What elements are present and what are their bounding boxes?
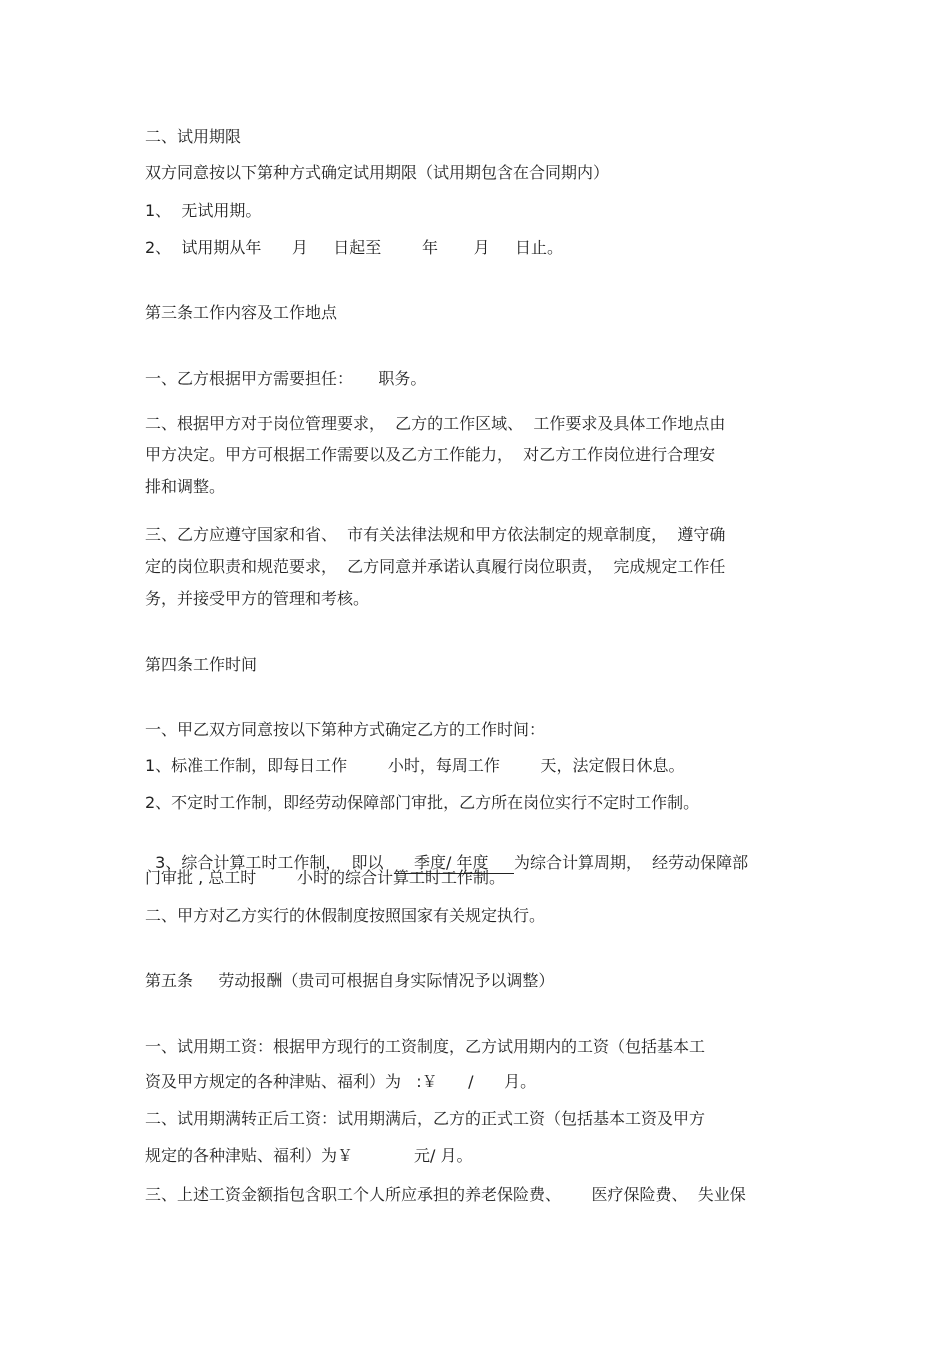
- paragraph: 资及甲方规定的各种津贴、福利）为 :￥ / 月。: [145, 1072, 537, 1091]
- list-item: 1、标准工作制，即每日工作 小时，每周工作 天，法定假日休息。: [145, 756, 685, 775]
- paragraph: 甲方决定。甲方可根据工作需要以及乙方工作能力， 对乙方工作岗位进行合理安: [145, 445, 716, 464]
- paragraph: 二、根据甲方对于岗位管理要求， 乙方的工作区域、 工作要求及具体工作地点由: [145, 414, 726, 433]
- text-segment: 为综合计算周期， 经劳动保障部: [513, 853, 749, 872]
- section-heading-probation: 二、试用期限: [145, 127, 242, 146]
- list-item: 1、 无试用期。: [145, 201, 262, 220]
- article-heading-4: 第四条工作时间: [145, 655, 258, 674]
- paragraph: 三、上述工资金额指包含职工个人所应承担的养老保险费、 医疗保险费、 失业保: [145, 1185, 746, 1204]
- paragraph: 一、甲乙双方同意按以下第种方式确定乙方的工作时间：: [145, 720, 546, 739]
- list-item: 2、 试用期从年 月 日起至 年 月 日止。: [145, 238, 564, 257]
- paragraph: 一、试用期工资：根据甲方现行的工资制度，乙方试用期内的工资（包括基本工: [145, 1037, 706, 1056]
- paragraph: 三、乙方应遵守国家和省、 市有关法律法规和甲方依法制定的规章制度， 遵守确: [145, 525, 726, 544]
- paragraph: 二、甲方对乙方实行的休假制度按照国家有关规定执行。: [145, 906, 546, 925]
- article-heading-3: 第三条工作内容及工作地点: [145, 303, 338, 322]
- underlined-field: 季度/ 年度: [393, 853, 514, 872]
- paragraph: 务，并接受甲方的管理和考核。: [145, 589, 370, 608]
- paragraph: 二、试用期满转正后工资：试用期满后，乙方的正式工资（包括基本工资及甲方: [145, 1109, 706, 1128]
- text-segment: 3、综合计算工时工作制， 即以: [155, 853, 394, 872]
- paragraph: 门审批 , 总工时 小时的综合计算工时工作制。: [145, 868, 505, 887]
- paragraph: 双方同意按以下第种方式确定试用期限（试用期包含在合同期内）: [145, 163, 610, 182]
- paragraph: 一、乙方根据甲方需要担任： 职务。: [145, 369, 427, 388]
- paragraph: 排和调整。: [145, 477, 226, 496]
- paragraph: 规定的各种津贴、福利）为￥ 元/ 月。: [145, 1146, 473, 1165]
- paragraph: 定的岗位职责和规范要求， 乙方同意并承诺认真履行岗位职责， 完成规定工作任: [145, 557, 726, 576]
- list-item: 2、不定时工作制，即经劳动保障部门审批，乙方所在岗位实行不定时工作制。: [145, 793, 700, 812]
- article-heading-5: 第五条 劳动报酬（贵司可根据自身实际情况予以调整）: [145, 971, 555, 990]
